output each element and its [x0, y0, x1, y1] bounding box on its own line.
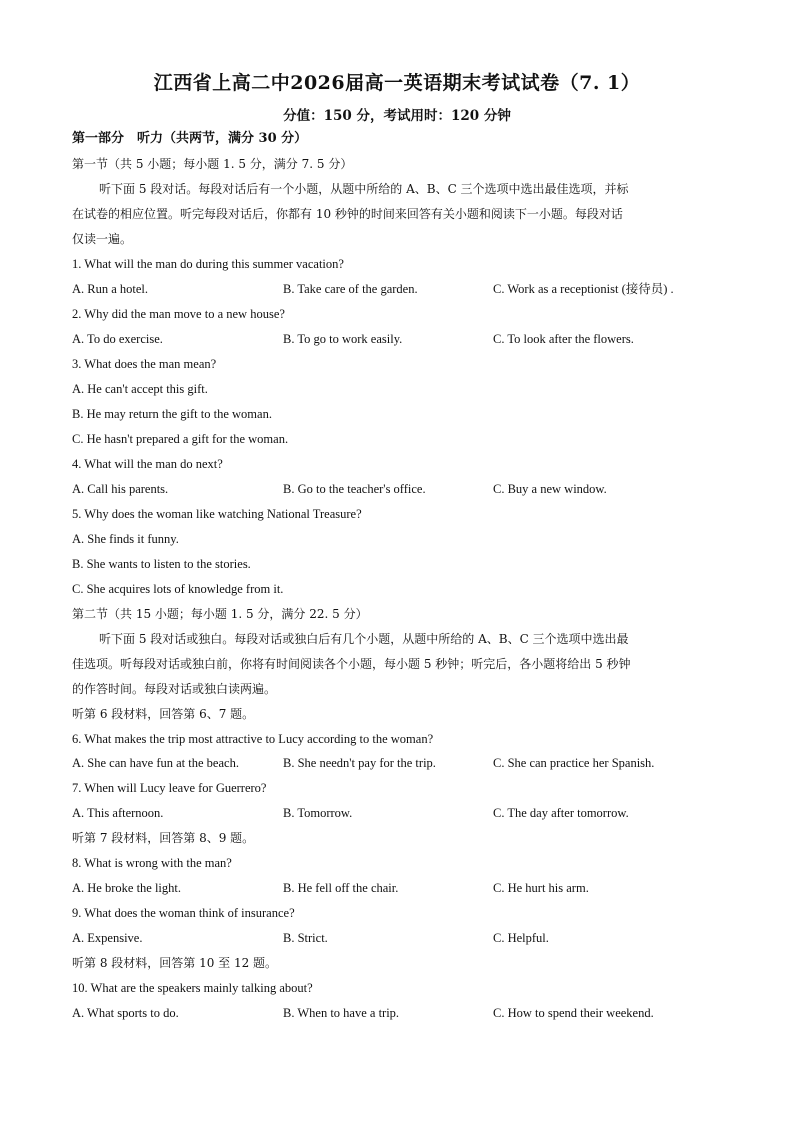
answer-option: A. To do exercise.: [72, 332, 163, 346]
answer-option: B. Tomorrow.: [283, 806, 353, 820]
score-and-time: 分值：150 分，考试用时：120 分钟: [283, 108, 511, 124]
material-heading: 听第 6 段材料，回答第 6、7 题。: [72, 707, 255, 721]
answer-option: C. She acquires lots of knowledge from it.: [72, 582, 284, 596]
answer-option: B. She needn't pay for the trip.: [283, 756, 436, 770]
answer-option: A. Expensive.: [72, 931, 143, 945]
part-heading: 第一部分 听力（共两节，满分 30 分）: [72, 131, 308, 146]
answer-option: B. Strict.: [283, 931, 328, 945]
answer-option: C. He hurt his arm.: [493, 881, 589, 895]
answer-option: B. Go to the teacher's office.: [283, 482, 426, 496]
answer-option: C. Helpful.: [493, 931, 549, 945]
answer-option: A. Call his parents.: [72, 482, 169, 496]
instruction-line: 听下面 5 段对话或独白。每段对话或独白后有几个小题，从题中所给的 A、B、C 三个选项中选出最: [99, 632, 629, 646]
answer-option: C. Work as a receptionist (接待员) .: [493, 282, 674, 296]
answer-option: B. He fell off the chair.: [283, 881, 399, 895]
answer-option: B. When to have a trip.: [283, 1006, 400, 1020]
instruction-line: 的作答时间。每段对话或独白读两遍。: [72, 682, 277, 696]
answer-option: B. She wants to listen to the stories.: [72, 557, 251, 571]
instruction-line: 仅读一遍。: [72, 232, 133, 246]
answer-option: B. He may return the gift to the woman.: [72, 407, 272, 421]
question-stem: 9. What does the woman think of insurance?: [72, 906, 295, 920]
answer-option: A. She finds it funny.: [72, 532, 179, 546]
answer-option: A. Run a hotel.: [72, 282, 149, 296]
answer-option: A. She can have fun at the beach.: [72, 756, 239, 770]
answer-option: C. She can practice her Spanish.: [493, 756, 655, 770]
answer-option: B. To go to work easily.: [283, 332, 403, 346]
question-stem: 7. When will Lucy leave for Guerrero?: [72, 781, 267, 795]
material-heading: 听第 8 段材料，回答第 10 至 12 题。: [72, 956, 278, 970]
answer-option: A. He broke the light.: [72, 881, 182, 895]
material-heading: 听第 7 段材料，回答第 8、9 题。: [72, 831, 255, 845]
question-stem: 1. What will the man do during this summer vacation?: [72, 257, 344, 271]
question-stem: 2. Why did the man move to a new house?: [72, 307, 285, 321]
answer-option: A. What sports to do.: [72, 1006, 179, 1020]
instruction-line: 佳选项。听每段对话或独白前，你将有时间阅读各个小题，每小题 5 秒钟；听完后，各小题将给出 5 秒钟: [72, 657, 631, 671]
page-title: 江西省上高二中2026届高一英语期末考试试卷（7. 1）: [153, 72, 641, 94]
question-stem: 10. What are the speakers mainly talking about?: [72, 981, 313, 995]
answer-option: A. He can't accept this gift.: [72, 382, 208, 396]
instruction-line: 在试卷的相应位置。听完每段对话后，你都有 10 秒钟的时间来回答有关小题和阅读下一小题。每段对话: [72, 207, 623, 221]
question-stem: 3. What does the man mean?: [72, 357, 217, 371]
answer-option: C. How to spend their weekend.: [493, 1006, 654, 1020]
instruction-line: 听下面 5 段对话。每段对话后有一个小题，从题中所给的 A、B、C 三个选项中选出最佳选项，并标: [99, 182, 629, 196]
answer-option: B. Take care of the garden.: [283, 282, 418, 296]
answer-option: C. He hasn't prepared a gift for the woman.: [72, 432, 289, 446]
section-heading: 第二节（共 15 小题；每小题 1. 5 分，满分 22. 5 分）: [72, 607, 368, 621]
section-heading: 第一节（共 5 小题；每小题 1. 5 分，满分 7. 5 分）: [72, 157, 353, 171]
answer-option: C. The day after tomorrow.: [493, 806, 629, 820]
question-stem: 6. What makes the trip most attractive to Lucy according to the woman?: [72, 732, 434, 746]
question-stem: 4. What will the man do next?: [72, 457, 223, 471]
question-stem: 5. Why does the woman like watching National Treasure?: [72, 507, 362, 521]
answer-option: A. This afternoon.: [72, 806, 164, 820]
answer-option: C. To look after the flowers.: [493, 332, 634, 346]
question-stem: 8. What is wrong with the man?: [72, 856, 232, 870]
answer-option: C. Buy a new window.: [493, 482, 607, 496]
